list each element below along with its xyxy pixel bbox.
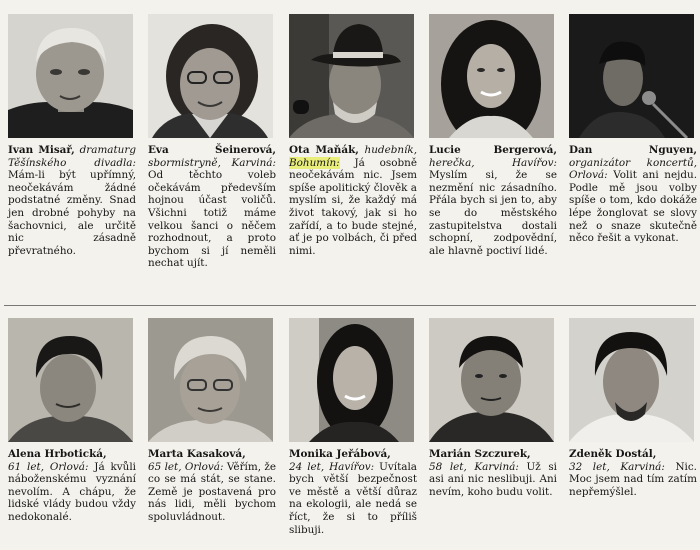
person-card (429, 14, 557, 257)
person-card (569, 14, 697, 245)
portrait-photo (289, 14, 414, 138)
highlighted-city: Bohumín: (289, 156, 340, 169)
person-name: Alena Hrbotická, (8, 448, 107, 460)
person-card (289, 318, 417, 536)
person-role: 32 let, Karviná: (569, 460, 665, 473)
person-name: Marián Szczurek, (429, 448, 531, 460)
person-role: herečka, Havířov: (429, 156, 557, 169)
portrait-photo (8, 318, 133, 442)
portrait-photo (569, 14, 694, 138)
person-role: hudebník, (364, 144, 417, 156)
person-text (429, 448, 557, 498)
portrait-photo (429, 318, 554, 442)
person-quote: Od těchto voleb očekávám především hojnou účast voličů. Všichni totiž máme velkou šanci o něčem rozhodnout, a proto bychom si jí neměli nechat ujít. (148, 169, 276, 270)
person-name: Zdeněk Dostál, (569, 448, 657, 460)
person-name: Monika Jeřábová, (289, 448, 391, 460)
person-text (8, 448, 136, 524)
person-quote: Volit ani nejdu. Podle mě jsou volby spíše o tom, kdo dokáže lépe žonglovat se slovy než o snaze skutečně něco řešit a vykonat. (569, 169, 697, 245)
person-text (289, 448, 417, 536)
person-quote: Nic. Moc jsem nad tím zatím nepřemýšlel. (569, 460, 697, 498)
person-text (289, 144, 417, 257)
person-role: organizátor koncertů, Orlová: (569, 156, 697, 182)
person-card (148, 318, 276, 524)
person-text (148, 144, 276, 270)
person-name: Eva Šeinerová, (148, 144, 276, 156)
portrait-photo (148, 14, 273, 138)
person-text (569, 448, 697, 498)
person-card (289, 14, 417, 257)
person-name: Dan Nguyen, (569, 144, 697, 156)
person-card (148, 14, 276, 270)
person-name: Marta Kasaková, (148, 448, 246, 460)
person-text (8, 144, 136, 257)
portrait-photo (8, 14, 133, 138)
person-role: dramaturg Těšínského divadla: (8, 144, 136, 169)
portrait-photo (289, 318, 414, 442)
person-quote: Myslím si, že se nezmění nic zásadního. Přála bych si jen to, aby se do městského zastupitelstva dostali schopní, zodpovědní, ale hlavně poctiví lidé. (429, 169, 557, 257)
portrait-photo (429, 14, 554, 138)
person-quote: Už si asi ani nic neslibuji. Ani nevím, koho budu volit. (429, 460, 557, 498)
person-name: Lucie Bergerová, (429, 144, 557, 156)
person-quote: Já kvůli náboženskému vyznání nevolím. A chápu, že lidské vlády budou vždy nedokonalé. (8, 460, 136, 523)
person-text (569, 144, 697, 245)
portrait-photo (569, 318, 694, 442)
person-card (8, 318, 136, 524)
person-role: 61 let, Orlová: (8, 460, 89, 473)
person-text (429, 144, 557, 257)
person-role: sbormistryně, Karviná: (148, 156, 276, 169)
person-text (148, 448, 276, 524)
section-divider (4, 305, 696, 306)
person-name: Ivan Misař, (8, 144, 75, 156)
person-card (569, 318, 697, 498)
person-quote: Uvítala bych větší bezpečnost ve městě a větší důraz na ekologii, ale nedá se říct, že si to příliš slibuji. (289, 460, 417, 536)
person-card (429, 318, 557, 498)
person-name: Ota Maňák, (289, 144, 359, 156)
person-quote: Mám-li být upřímný, neočekávám žádné podstatné změny. Snad jen drobné pohyby na šachovnici, ale určitě nic zásadně převratného. (8, 169, 136, 257)
portrait-photo (148, 318, 273, 442)
person-role: 58 let, Karviná: (429, 460, 519, 473)
person-quote: Já osobně neočekávám nic. Jsem spíše apolitický člověk a myslím si, že každý má život takový, jak si ho zařídí, a to bude stejné, ať je po volbách, či před nimi. (289, 156, 417, 257)
person-role: 24 let, Havířov: (289, 460, 375, 473)
person-quote: Věřím, že co se má stát, se stane. Země je postavená pro nás lidi, měli bychom spoluvládnout. (148, 460, 276, 523)
person-card (8, 14, 136, 257)
person-role: 65 let, Orlová: (148, 460, 224, 473)
